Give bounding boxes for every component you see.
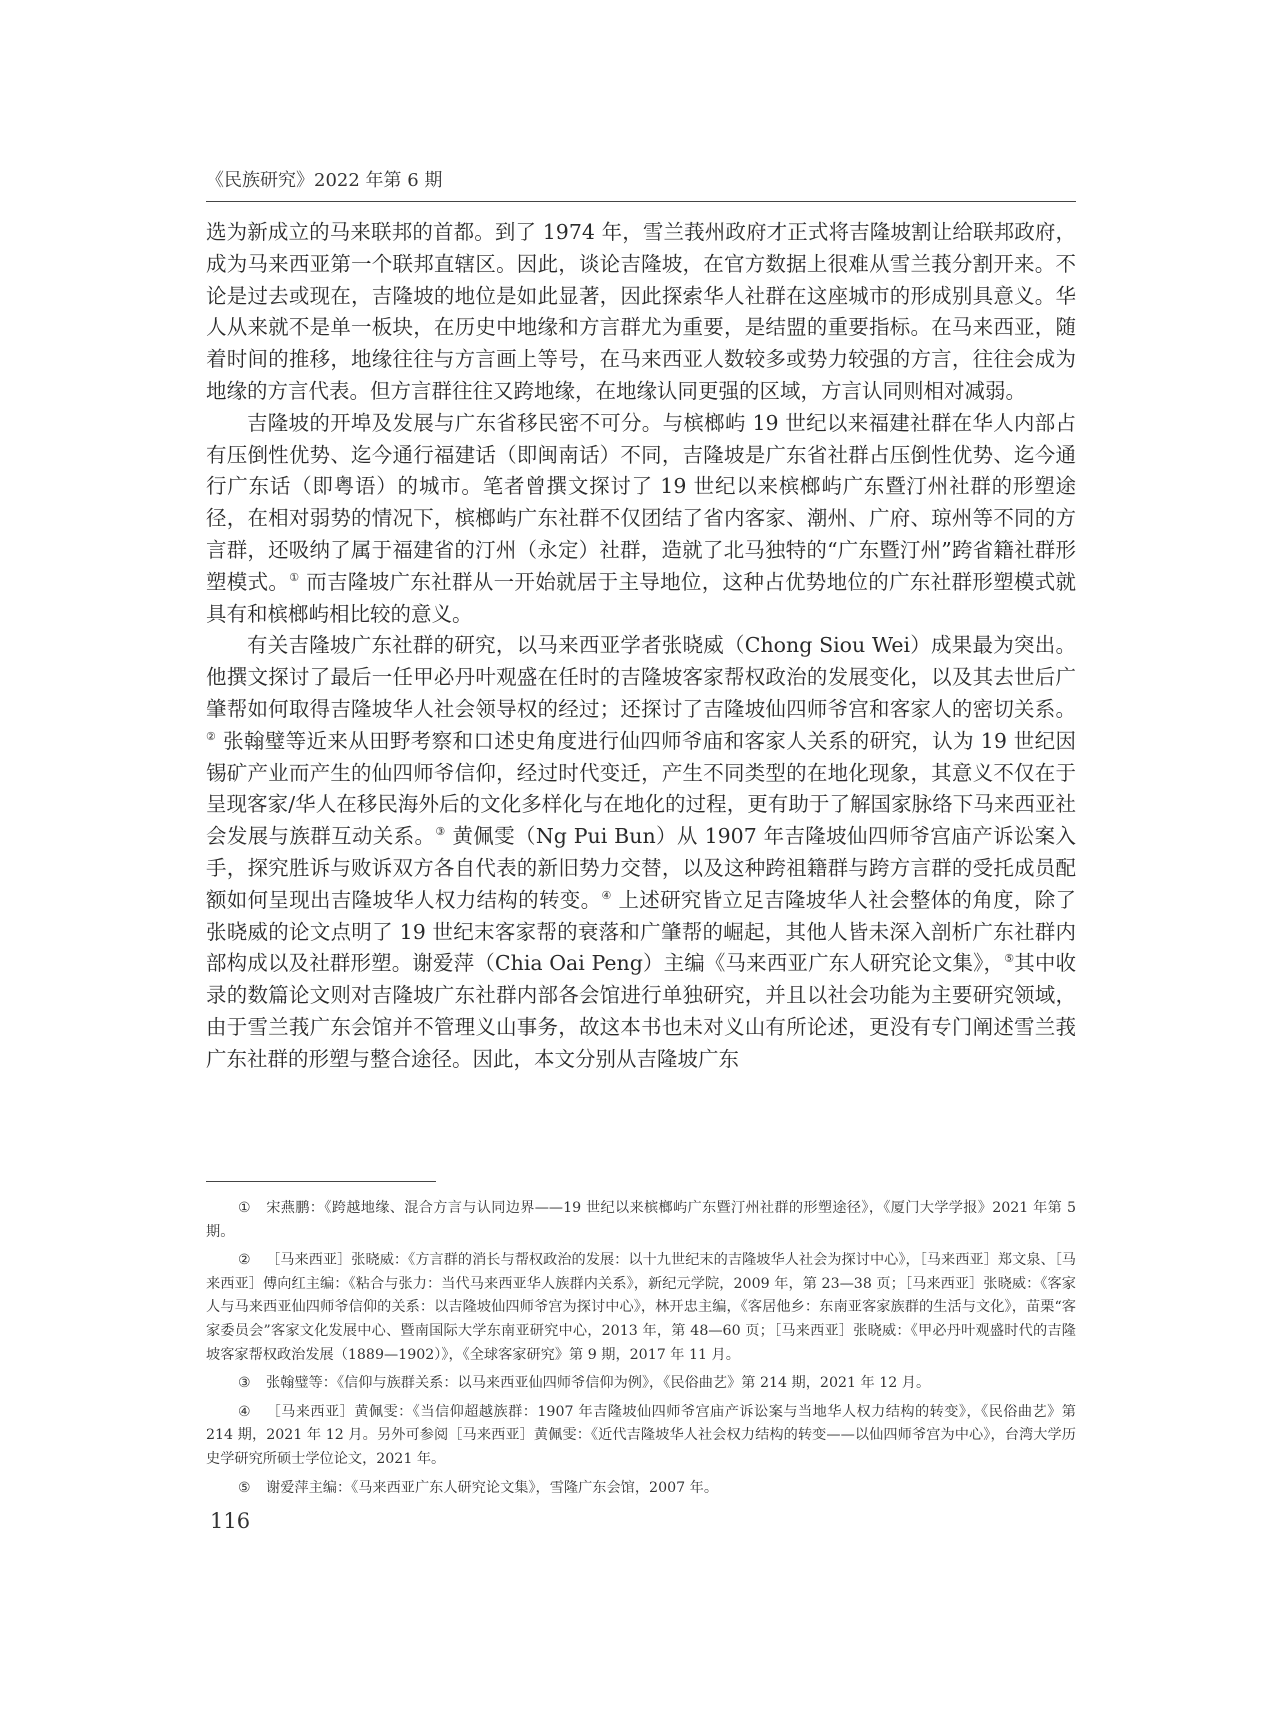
paragraph-3-seg-2: 张翰璧等近来从田野考察和口述史角度进行仙四师爷庙和客家人关系的研究，认为 19 世纪因锡矿产业而产生的仙四师爷信仰，经过时代变迁，产生不同类型的在地化现象，其意义不仅在于呈现客家/华人在移民海外后的文化多样化与在地化的过程，更有助于了解国家脉络下马来西亚社会发展与族群互动关系。 [206,728,1076,849]
footnote-ref-5[interactable]: ⑤ [1004,952,1015,966]
footnote-ref-2[interactable]: ② [206,729,217,743]
paragraph-2-tail: 而吉隆坡广东社群从一开始就居于主导地位，这种占优势地位的广东社群形塑模式就具有和槟榔屿相比较的意义。 [206,569,1077,626]
footnote-text: 张翰璧等：《信仰与族群关系：以马来西亚仙四师爷信仰为例》，《民俗曲艺》第 214 期，2021 年 12 月。 [266,1375,931,1392]
footnote-3 [206,1372,1076,1396]
paragraph-3 [206,630,1076,1075]
footnote-text: 谢爱萍主编：《马来西亚广东人研究论文集》，雪隆广东会馆，2007 年。 [266,1479,719,1496]
paragraph-2-text: 吉隆坡的开埠及发展与广东省移民密不可分。与槟榔屿 19 世纪以来福建社群在华人内部占有压倒性优势、迄今通行福建话（即闽南话）不同，吉隆坡是广东省社群占压倒性优势、迄今通行广东话（即粤语）的城市。笔者曾撰文探讨了 19 世纪以来槟榔屿广东暨汀州社群的形塑途径，在相对弱势的情况下，槟榔屿广东社群不仅团结了省内客家、潮州、广府、琼州等不同的方言群，还吸纳了属于福建省的汀州（永定）社群，造就了北马独特的“广东暨汀州”跨省籍社群形塑模式。 [206,410,1076,594]
paragraph-1: 选为新成立的马来联邦的首都。到了 1974 年，雪兰莪州政府才正式将吉隆坡割让给联邦政府，成为马来西亚第一个联邦直辖区。因此，谈论吉隆坡，在官方数据上很难从雪兰莪分割开来。不论是过去或现在，吉隆坡的地位是如此显著，因此探索华人社群在这座城市的形成别具意义。华人从来就不是单一板块，在历史中地缘和方言群尤为重要，是结盟的重要指标。在马来西亚，随着时间的推移，地缘往往与方言画上等号，在马来西亚人数较多或势力较强的方言，往往会成为地缘的方言代表。但方言群往往又跨地缘，在地缘认同更强的区域，方言认同则相对减弱。 [206,220,1076,403]
paragraph-3-seg-1: 有关吉隆坡广东社群的研究，以马来西亚学者张晓威（Chong Siou Wei）成果最为突出。他撰文探讨了最后一任甲必丹叶观盛在任时的吉隆坡客家帮权政治的发展变化，以及其去世后广肇帮如何取得吉隆坡华人社会领导权的经过；还探讨了吉隆坡仙四师爷宫和客家人的密切关系。 [206,633,1076,721]
footnotes [206,1197,1076,1505]
footnote-text: ［马来西亚］张晓威：《方言群的消长与帮权政治的发展：以十九世纪末的吉隆坡华人社会为探讨中心》，［马来西亚］郑文泉、［马来西亚］傅向红主编：《粘合与张力：当代马来西亚华人族群内关系》，新纪元学院，2009 年，第 23—38 页；［马来西亚］张晓威：《客家人与马来西亚仙四师爷信仰的关系：以吉隆坡仙四师爷宫为探讨中心》，林开忠主编，《客居他乡：东南亚客家族群的生活与文化》，苗栗“客家委员会”客家文化发展中心、暨南国际大学东南亚研究中心，2013 年，第 48—60 页；［马来西亚］张晓威：《甲必丹叶观盛时代的吉隆坡客家帮权政治发展（1889—1902）》，《全球客家研究》第 9 期，2017 年 11 月。 [206,1252,1076,1363]
footnote-mark: ③ [238,1375,251,1392]
footnote-rule [206,1181,436,1182]
footnote-mark: ⑤ [238,1479,251,1496]
footnote-mark: ② [238,1252,251,1269]
body-text [206,217,1076,1076]
running-header: 《民族研究》2022 年第 6 期 [206,170,443,191]
footnote-4 [206,1401,1076,1472]
header-rule [206,201,1076,202]
footnote-mark: ① [238,1200,251,1216]
footnote-5 [206,1477,1076,1501]
paragraph-2 [206,408,1076,631]
footnote-2 [206,1249,1076,1367]
footnote-text: ［马来西亚］黄佩雯：《当信仰超越族群：1907 年吉隆坡仙四师爷宫庙产诉讼案与当地华人权力结构的转变》，《民俗曲艺》第 214 期，2021 年 12 月。另外可参阅［马来西亚］黄佩雯：《近代吉隆坡华人社会权力结构的转变——以仙四师爷宫为中心》，台湾大学历史学研究所硕士学位论文，2021 年。 [206,1403,1076,1467]
paragraph-3-seg-4: 上述研究皆立足吉隆坡华人社会整体的角度，除了张晓威的论文点明了 19 世纪末客家帮的衰落和广肇帮的崛起，其他人皆未深入剖析广东社群内部构成以及社群形塑。谢爱萍（Chia Oai Peng）主编《马来西亚广东人研究论文集》， [206,887,1077,976]
footnote-ref-3[interactable]: ③ [435,825,446,839]
paragraph-3-seg-3: 黄佩雯（Ng Pui Bun）从 1907 年吉隆坡仙四师爷宫庙产诉讼案入手，探究胜诉与败诉双方各自代表的新旧势力交替，以及这种跨祖籍群与跨方言群的受托成员配额如何呈现出吉隆坡华人权力结构的转变。 [206,824,1077,912]
footnote-ref-4[interactable]: ④ [601,888,612,902]
footnote-ref-1[interactable]: ① [289,570,300,584]
page-number: 116 [210,1509,251,1533]
footnote-text: 宋燕鹏：《跨越地缘、混合方言与认同边界——19 世纪以来槟榔屿广东暨汀州社群的形塑途径》，《厦门大学学报》2021 年第 5 期。 [206,1200,1076,1240]
footnote-mark: ④ [238,1403,251,1420]
footnote-1 [206,1197,1076,1244]
paragraph-3-seg-5: 其中收录的数篇论文则对吉隆坡广东社群内部各会馆进行单独研究，并且以社会功能为主要研究领域，由于雪兰莪广东会馆并不管理义山事务，故这本书也未对义山有所论述，更没有专门阐述雪兰莪广东社群的形塑与整合途径。因此，本文分别从吉隆坡广东 [206,951,1076,1071]
